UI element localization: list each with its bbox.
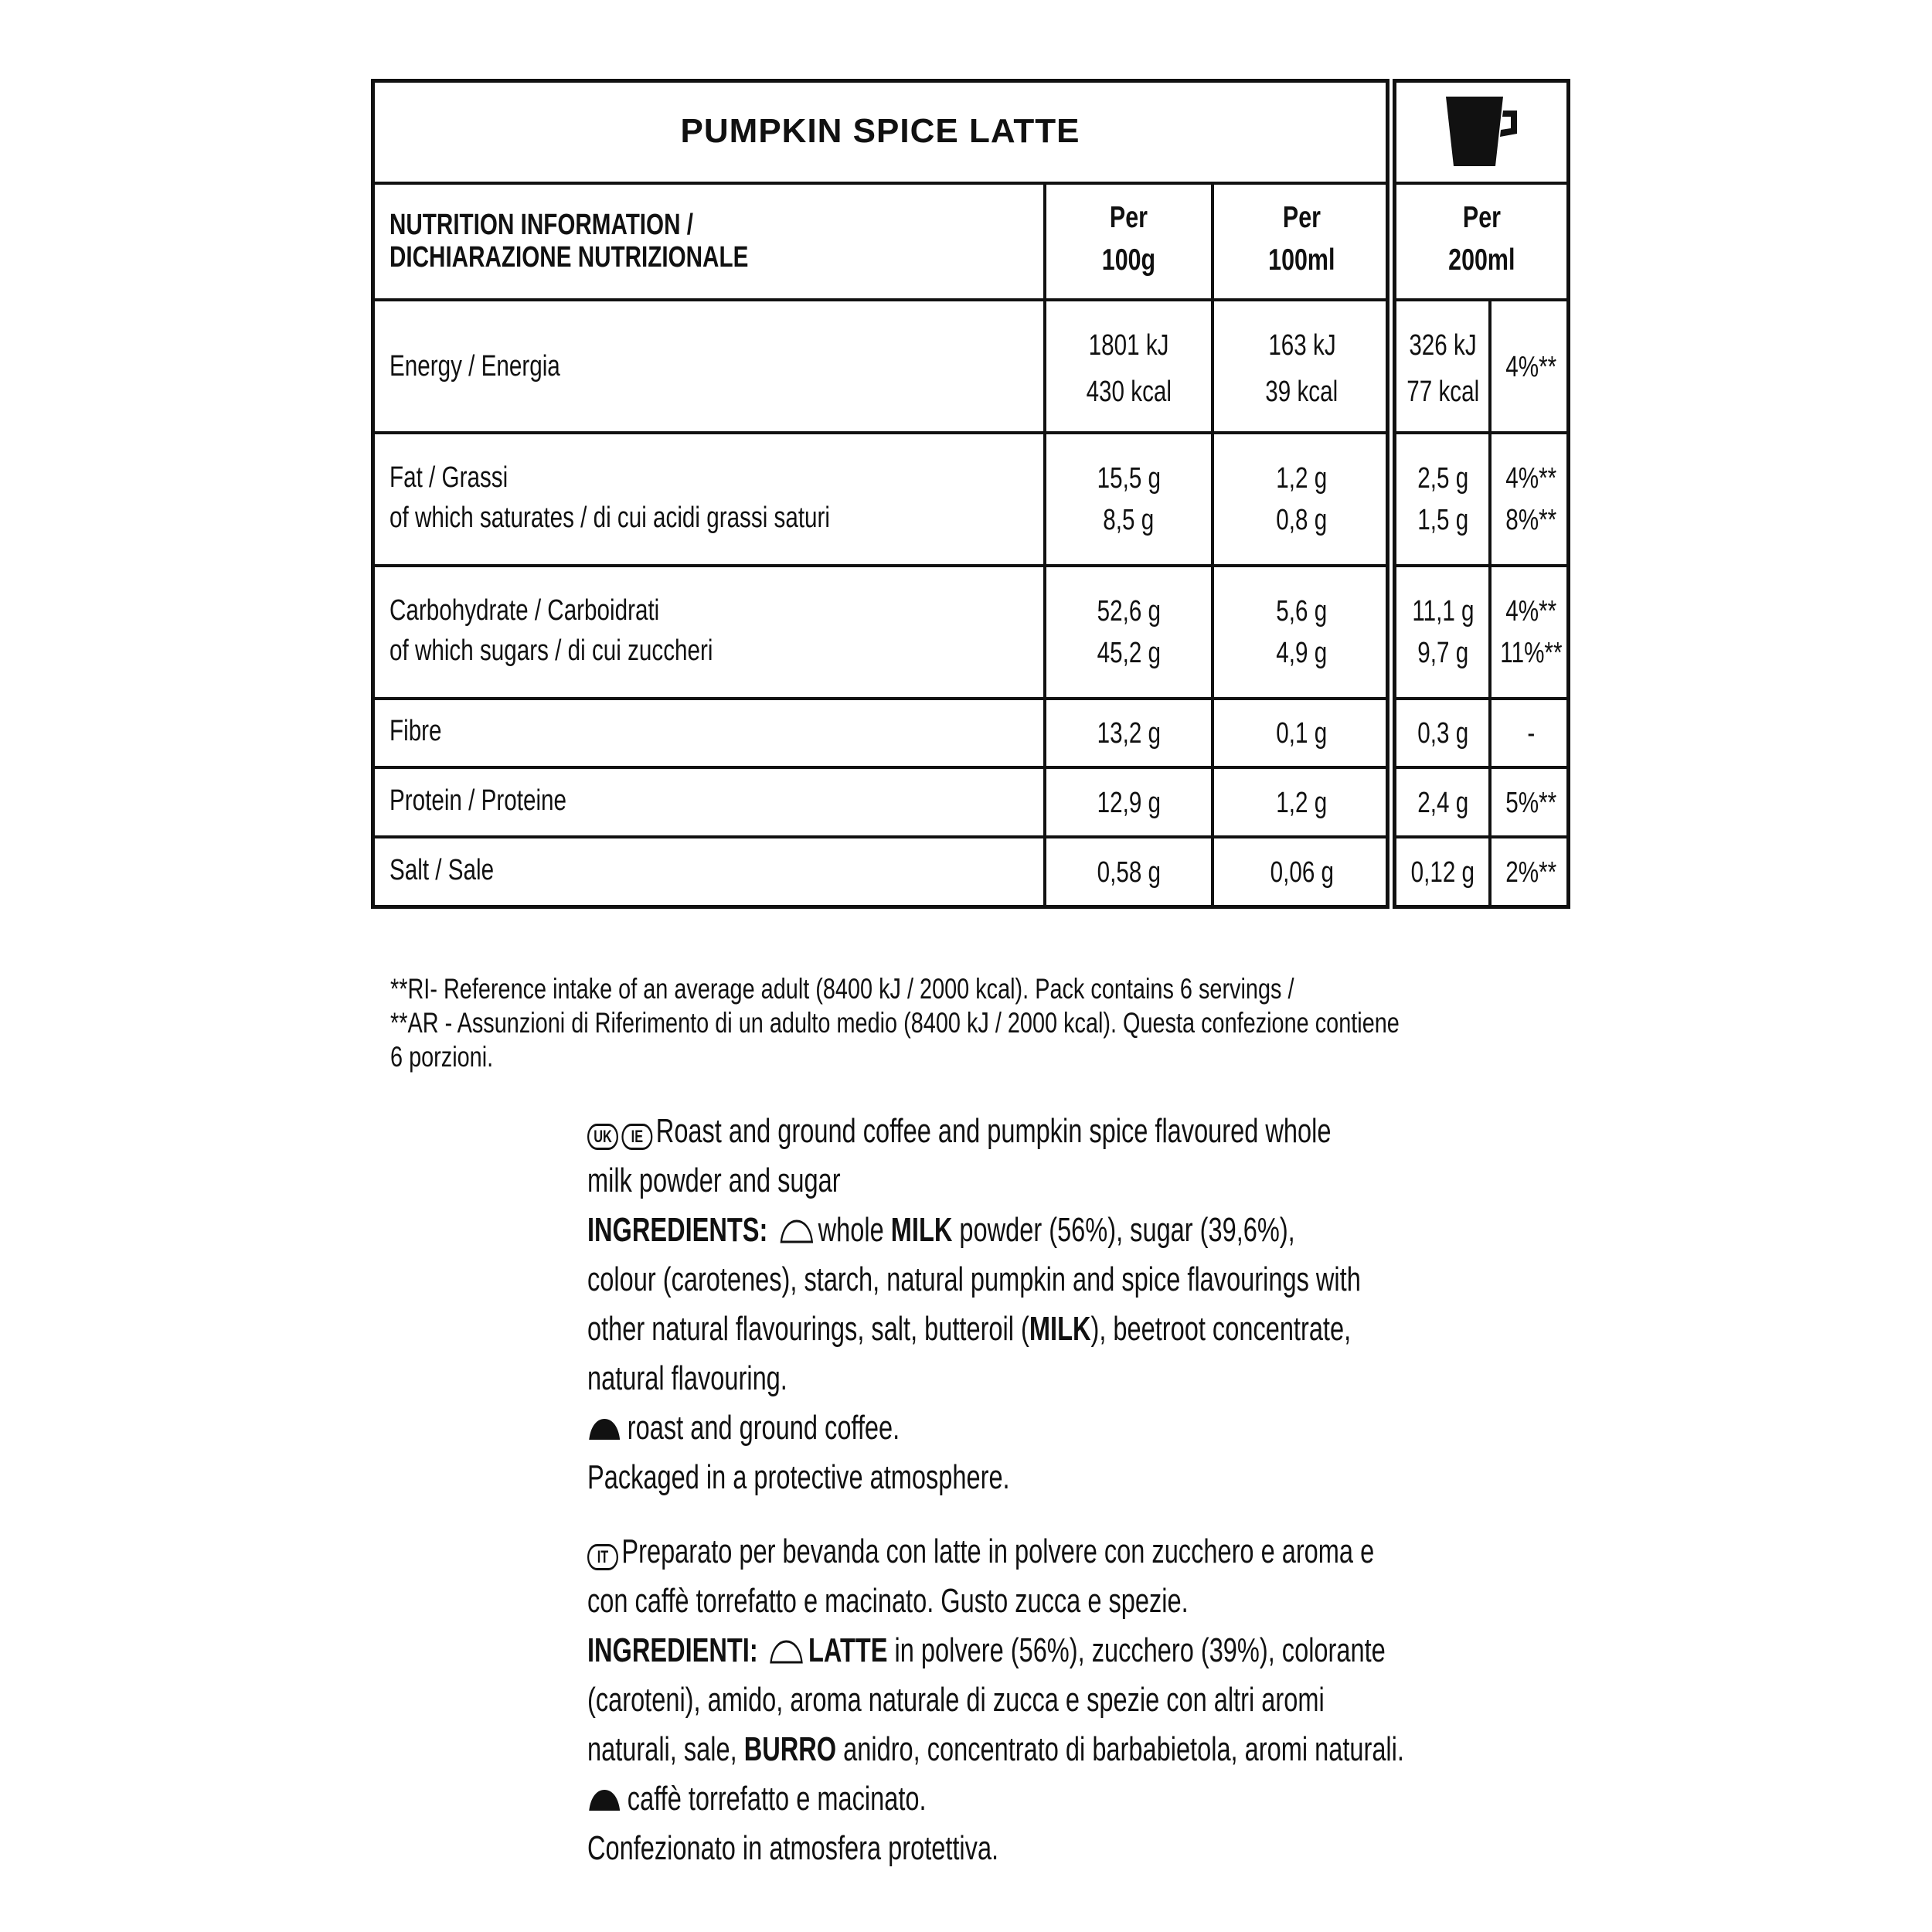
capsule-outline-icon xyxy=(779,1218,813,1244)
it-ing-3c: anidro, concentrato di barbabietola, aromi naturali. xyxy=(836,1730,1404,1768)
it-packaged: Confezionato in atmosfera protettiva. xyxy=(587,1829,999,1867)
nutrition-table xyxy=(371,79,1570,909)
capsule-outline-icon xyxy=(770,1638,804,1665)
saturates-100ml: 0,8 g xyxy=(1276,504,1328,536)
en-coffee: roast and ground coffee. xyxy=(627,1409,900,1447)
capsule-filled-icon xyxy=(587,1787,621,1813)
saturates-100g: 8,5 g xyxy=(1103,504,1155,536)
protein-label: Protein / Proteine xyxy=(389,784,567,817)
energy-100g-kj: 1801 kJ xyxy=(1088,329,1169,362)
fibre-label: Fibre xyxy=(389,715,442,747)
footnote-line-2: **AR - Assunzioni di Riferimento di un adulto medio (8400 kJ / 2000 kcal). Questa confezione contiene xyxy=(390,1007,1400,1039)
energy-100ml-kcal: 39 kcal xyxy=(1265,376,1338,408)
it-ing-2: (caroteni), amido, aroma naturale di zucca e spezie con altri aromi xyxy=(587,1681,1325,1719)
energy-label: Energy / Energia xyxy=(389,350,560,383)
carb-200ml: 11,1 g xyxy=(1411,595,1475,628)
product-title: PUMPKIN SPICE LATTE xyxy=(680,112,1080,150)
header-per-200ml-b: 200ml xyxy=(1447,243,1515,277)
footnote-line-1: **RI- Reference intake of an average adult (8400 kJ / 2000 kcal). Pack contains 6 servings / xyxy=(390,973,1294,1005)
it-coffee: caffè torrefatto e macinato. xyxy=(627,1780,927,1818)
energy-ri: 4%** xyxy=(1505,351,1556,383)
it-ingredienti-label: INGREDIENTI: xyxy=(587,1631,758,1669)
protein-100g: 12,9 g xyxy=(1097,787,1161,819)
it-badge: IT xyxy=(587,1544,618,1570)
en-ing-milk-1: MILK xyxy=(890,1211,953,1249)
salt-label: Salt / Sale xyxy=(389,854,495,886)
en-desc-2: milk powder and sugar xyxy=(587,1162,841,1199)
header-per-200ml-a: Per xyxy=(1462,201,1501,234)
header-label-en: NUTRITION INFORMATION / xyxy=(389,209,693,241)
saturates-label: of which saturates / di cui acidi grassi saturi xyxy=(389,502,830,534)
carb-100ml: 5,6 g xyxy=(1276,595,1328,628)
sugars-label: of which sugars / di cui zuccheri xyxy=(389,634,713,667)
en-ing-3c: ), beetroot concentrate, xyxy=(1090,1310,1352,1348)
it-desc-2: con caffè torrefatto e macinato. Gusto zucca e spezie. xyxy=(587,1582,1189,1620)
fat-100ml: 1,2 g xyxy=(1276,462,1328,495)
saturates-200ml: 1,5 g xyxy=(1417,504,1468,536)
saturates-ri: 8%** xyxy=(1505,504,1556,536)
salt-100ml: 0,06 g xyxy=(1270,856,1334,889)
sugars-200ml: 9,7 g xyxy=(1417,637,1468,669)
fat-200ml: 2,5 g xyxy=(1417,462,1468,495)
reference-intake-footnote xyxy=(390,972,1684,1074)
it-ing-3a: naturali, sale, xyxy=(587,1730,744,1768)
en-ing-1a: whole xyxy=(818,1211,891,1249)
en-ing-1c: powder (56%), sugar (39,6%), xyxy=(952,1211,1295,1249)
energy-200ml-kj: 326 kJ xyxy=(1409,329,1477,362)
en-packaged: Packaged in a protective atmosphere. xyxy=(587,1458,1010,1496)
fat-100g: 15,5 g xyxy=(1097,462,1161,495)
header-label-it: DICHIARAZIONE NUTRIZIONALE xyxy=(389,241,749,274)
fibre-ri: - xyxy=(1527,717,1535,750)
fat-label: Fat / Grassi xyxy=(389,461,509,494)
en-ing-2: colour (carotenes), starch, natural pumpkin and spice flavourings with xyxy=(587,1260,1361,1298)
energy-100g-kcal: 430 kcal xyxy=(1086,376,1172,408)
energy-200ml-kcal: 77 kcal xyxy=(1406,376,1479,408)
it-ing-burro: BURRO xyxy=(743,1730,837,1768)
it-ing-latte: LATTE xyxy=(808,1631,888,1669)
en-ing-4: natural flavouring. xyxy=(587,1359,787,1397)
en-ingredients-label: INGREDIENTS: xyxy=(587,1211,768,1249)
salt-200ml: 0,12 g xyxy=(1410,856,1475,889)
ie-badge: IE xyxy=(621,1124,652,1150)
fibre-100g: 13,2 g xyxy=(1097,717,1161,750)
sugars-100ml: 4,9 g xyxy=(1276,637,1328,669)
fat-ri: 4%** xyxy=(1505,462,1556,495)
fibre-100ml: 0,1 g xyxy=(1276,717,1328,750)
header-per-100ml-b: 100ml xyxy=(1268,243,1335,277)
energy-100ml-kj: 163 kJ xyxy=(1267,329,1336,362)
header-per-100g-b: 100g xyxy=(1101,243,1156,277)
protein-100ml: 1,2 g xyxy=(1276,787,1328,819)
en-desc-line-1 xyxy=(587,1107,1691,1156)
salt-ri: 2%** xyxy=(1505,856,1556,889)
footnote-line-3: 6 porzioni. xyxy=(390,1041,494,1073)
uk-badge: UK xyxy=(587,1124,618,1150)
salt-100g: 0,58 g xyxy=(1097,856,1161,889)
header-per-100ml-a: Per xyxy=(1282,201,1321,234)
it-desc-1: Preparato per bevanda con latte in polvere con zucchero e aroma e xyxy=(621,1532,1375,1570)
cup-icon xyxy=(1443,94,1520,169)
header-per-100g-a: Per xyxy=(1109,201,1148,234)
it-ing-1c: in polvere (56%), zucchero (39%), colorante xyxy=(887,1631,1386,1669)
carbohydrate-label: Carbohydrate / Carboidrati xyxy=(389,594,660,627)
protein-ri: 5%** xyxy=(1505,787,1556,819)
sugars-100g: 45,2 g xyxy=(1097,637,1161,669)
carb-ri: 4%** xyxy=(1505,595,1556,628)
capsule-filled-icon xyxy=(587,1416,621,1442)
ingredients-section xyxy=(587,1107,1691,1873)
en-ing-3a: other natural flavourings, salt, butteroil ( xyxy=(587,1310,1029,1348)
carb-100g: 52,6 g xyxy=(1097,595,1161,628)
sugars-ri: 11%** xyxy=(1500,637,1563,669)
protein-200ml: 2,4 g xyxy=(1417,787,1468,819)
fibre-200ml: 0,3 g xyxy=(1417,717,1468,750)
en-desc-1: Roast and ground coffee and pumpkin spice flavoured whole xyxy=(655,1112,1332,1150)
en-ing-milk-2: MILK xyxy=(1029,1310,1091,1348)
